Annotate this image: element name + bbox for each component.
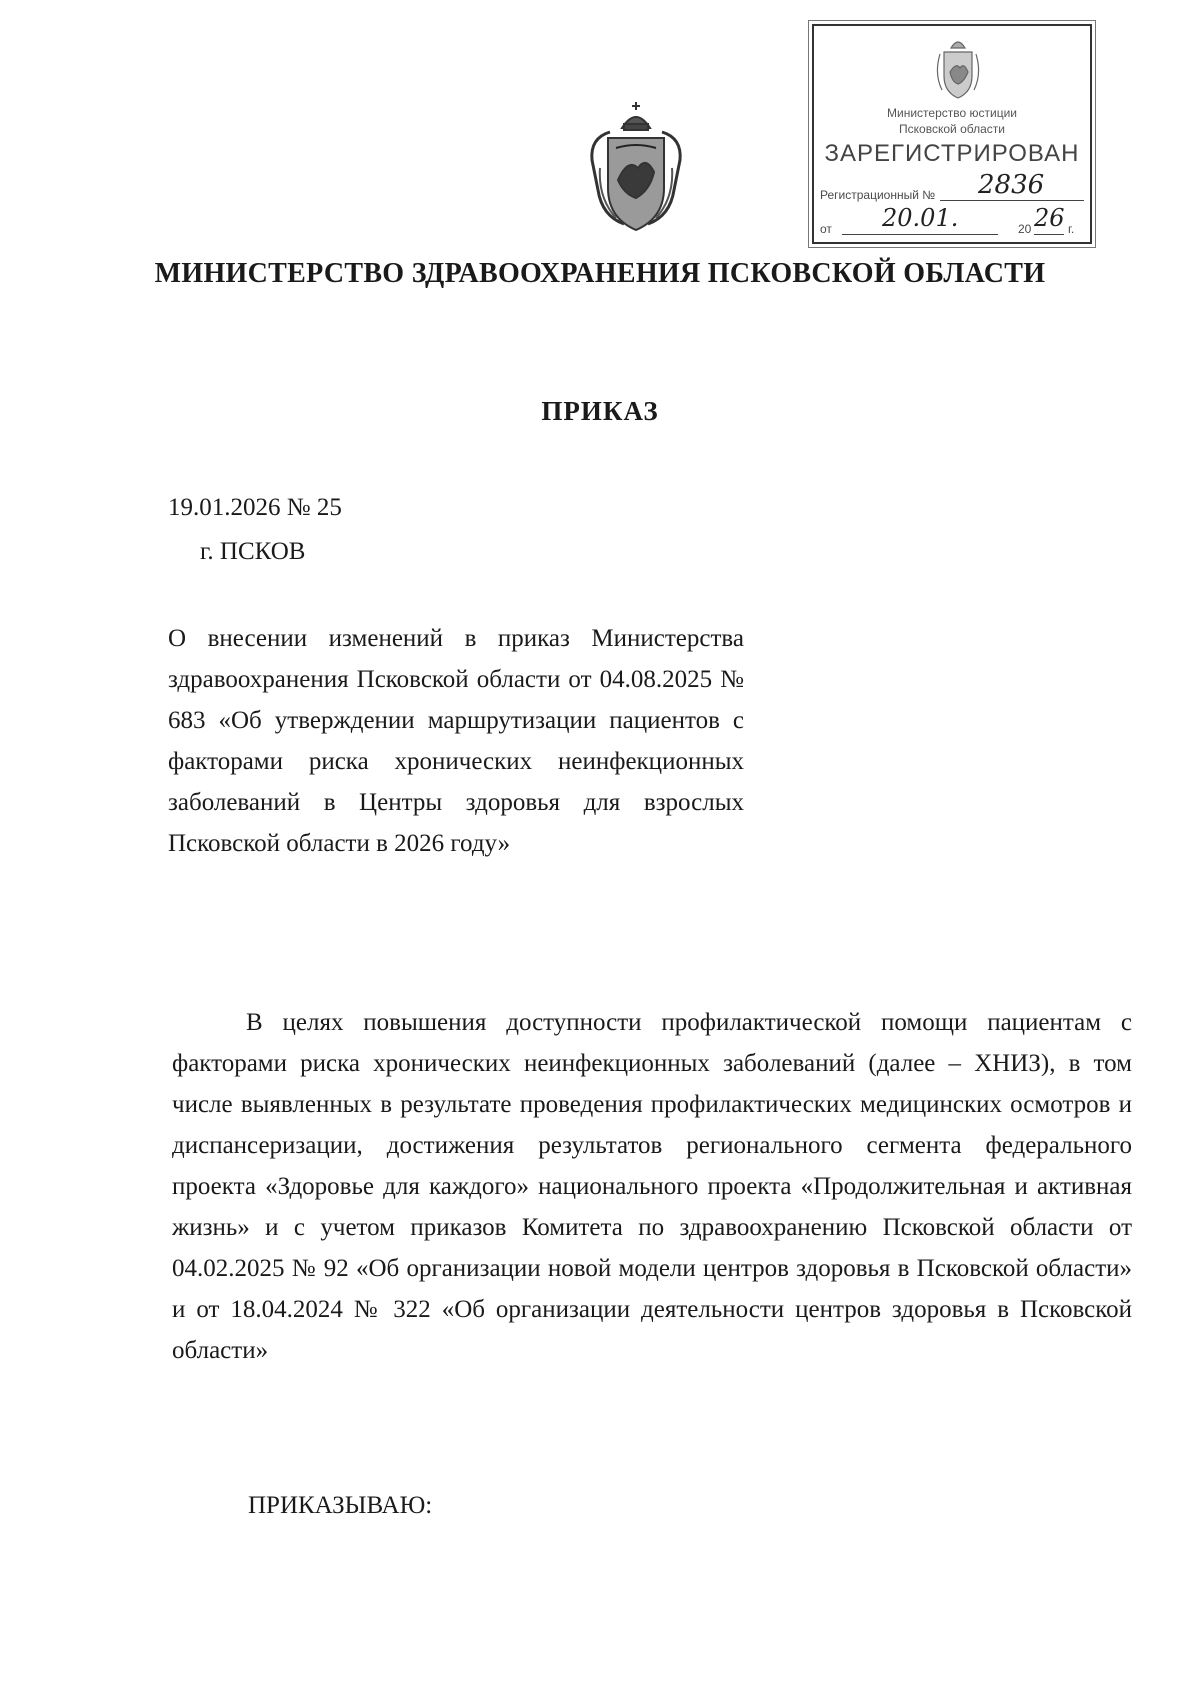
stamp-year-value: 26 [1034,204,1065,232]
order-subject: О внесении изменений в приказ Министерства здравоохранения Псковской области от 04.08.2025 № 683 «Об утверждении маршрутизации пациентов с факторами риска хронических неинфекционных заболеваний в Центры здоровья для взрослых Псковской области в 2026 году» [168,625,744,857]
coat-of-arms-emblem [588,98,684,240]
stamp-date-prefix: от [820,222,832,236]
stamp-registered-text: ЗАРЕГИСТРИРОВАН [824,140,1080,167]
order-date-number: 19.01.2026 № 25 [168,494,342,521]
stamp-emblem [934,34,982,102]
stamp-date-value: 20.01. [882,204,959,232]
stamp-year-prefix: 20 [1018,222,1032,236]
registration-stamp [812,24,1092,244]
stamp-reg-number: 2836 [978,170,1045,200]
order-city: г. ПСКОВ [200,538,306,565]
stamp-date-underline [842,234,998,235]
stamp-line1: Министерство юстиции [887,106,1017,120]
document-type-title: ПРИКАЗ [541,396,659,426]
order-preamble: В целях повышения доступности профилактической помощи пациентам с факторами риска хронических неинфекционных заболеваний (далее – ХНИЗ), в том числе выявленных в результате проведения профилактических медицинских осмотров и диспансеризации, достижения результатов регионального сегмента федерального проекта «Здоровье для каждого» национального проекта «Продолжительная и активная жизнь» и с учетом приказов Комитета по здравоохранению Псковской области от 04.02.2025 № 92 «Об организации новой модели центров здоровья в Псковской области» и от 18.04.2024 № 322 «Об организации деятельности центров здоровья в Псковской области» [172,1009,1132,1364]
stamp-date-row [820,204,1084,238]
stamp-year-suffix: г. [1068,222,1075,236]
stamp-line2: Псковской области [899,122,1005,136]
stamp-year-underline [1034,234,1064,235]
stamp-reg-underline [940,200,1084,201]
order-directive-word: ПРИКАЗЫВАЮ: [248,1492,433,1519]
ministry-name: МИНИСТЕРСТВО ЗДРАВООХРАНЕНИЯ ПСКОВСКОЙ ОБЛАСТИ [154,258,1046,289]
stamp-reg-label: Регистрационный № [820,188,936,202]
stamp-reg-number-row [820,170,1084,204]
